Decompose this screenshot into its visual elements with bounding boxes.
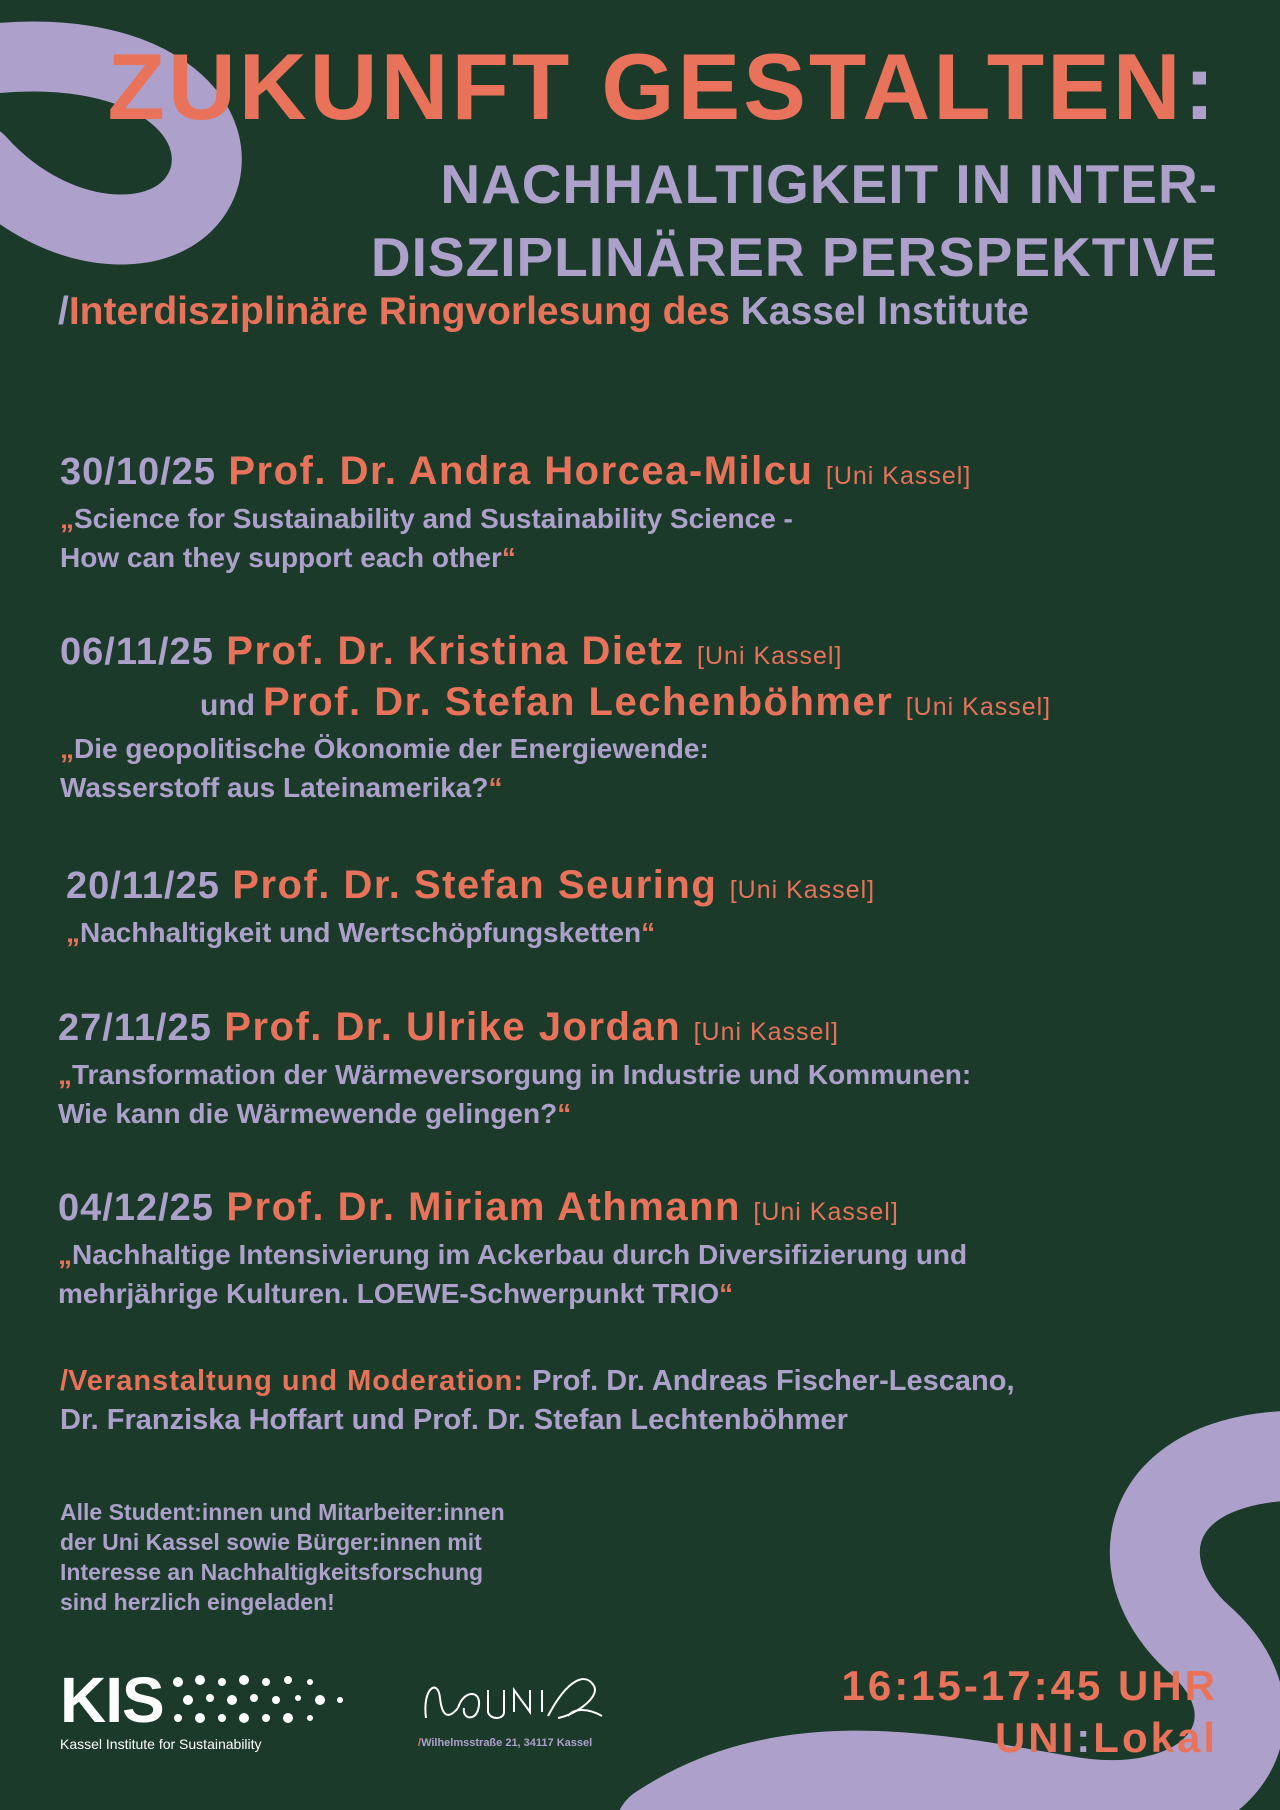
lecture-item — [58, 1184, 967, 1313]
kis-logo — [60, 1664, 350, 1752]
kis-logo-wordmark: KIS — [60, 1664, 164, 1736]
kis-logo-name: Kassel Institute for Sustainability — [60, 1736, 262, 1752]
moderation-info: /Veranstaltung und Moderation: Prof. Dr. Andreas Fischer-Lescano, Dr. Franziska Hoffart und Prof. Dr. Stefan Lechtenböhmer — [60, 1365, 1015, 1436]
event-time: 16:15-17:45 UHR — [841, 1662, 1218, 1709]
lecture-date: 20/11/25 — [66, 865, 220, 907]
lecture-talk-title: „Science for Sustainability and Sustainability Science - How can they support each other“ — [60, 502, 793, 573]
lecture-speaker: Prof. Dr. Miriam Athmann — [226, 1185, 741, 1229]
lecture-institution-2: [Uni Kassel] — [905, 692, 1052, 721]
lecture-date: 30/10/25 — [60, 451, 216, 493]
poster-subtitle — [371, 148, 1218, 294]
lecture-item — [60, 628, 1051, 807]
lecture-date: 27/11/25 — [58, 1007, 212, 1049]
lecture-institution: [Uni Kassel] — [729, 876, 876, 904]
subtitle-line-2: DISZIPLINÄRER PERSPEKTIVE — [370, 226, 1218, 288]
lecture-talk-title: „Nachhaltigkeit und Wertschöpfungsketten“ — [66, 916, 656, 948]
unilokal-script-mark — [418, 1668, 608, 1730]
lecture-institution: [Uni Kassel] — [753, 1198, 899, 1226]
subtitle-line-1: NACHHALTIGKEIT IN INTER- — [440, 153, 1218, 215]
invitation-text: Alle Student:innen und Mitarbeiter:innen der Uni Kassel sowie Bürger:innen mit Interesse an Nachhaltigkeitsforschung sind herzlich eingeladen! — [60, 1499, 505, 1615]
lecture-speaker: Prof. Dr. Ulrike Jordan — [224, 1005, 682, 1049]
lecture-institution: [Uni Kassel] — [825, 462, 972, 490]
dot-pattern-icon — [170, 1672, 350, 1728]
lecture-talk-title: „Transformation der Wärmeversorgung in Industrie und Kommunen: Wie kann die Wärmewende gelingen?“ — [58, 1058, 972, 1129]
lecture-speaker-2: Prof. Dr. Stefan Lechenböhmer — [263, 679, 894, 724]
lecture-series-label: /Interdisziplinäre Ringvorlesung des Kassel Institute — [58, 290, 1029, 333]
lecture-speaker: Prof. Dr. Kristina Dietz — [226, 629, 685, 673]
event-venue: UNI:Lokal — [994, 1714, 1218, 1761]
poster-title: ZUKUNFT GESTALTEN: — [107, 34, 1218, 139]
lecture-institution: [Uni Kassel] — [697, 642, 843, 670]
lecture-speaker: Prof. Dr. Andra Horcea-Milcu — [228, 449, 814, 493]
event-time-venue — [842, 1660, 1219, 1764]
lecture-speaker: Prof. Dr. Stefan Seuring — [232, 863, 718, 907]
lecture-item — [60, 448, 971, 577]
lecture-date: 06/11/25 — [60, 631, 214, 673]
lecture-institution: [Uni Kassel] — [693, 1018, 839, 1046]
unilokal-address: /Wilhelmsstraße 21, 34117 Kassel — [418, 1737, 593, 1749]
lecture-conjunction: und — [200, 688, 255, 722]
lecture-date: 04/12/25 — [58, 1187, 214, 1229]
lecture-talk-title: „Nachhaltige Intensivierung im Ackerbau durch Diversifizierung und mehrjährige Kulturen. LOEWE-Schwerpunkt TRIO“ — [58, 1238, 968, 1309]
lecture-item — [66, 862, 875, 952]
unilokal-logo — [418, 1668, 608, 1749]
lecture-item — [58, 1004, 971, 1133]
lecture-talk-title: „Die geopolitische Ökonomie der Energiewende: Wasserstoff aus Lateinamerika?“ — [60, 732, 709, 803]
